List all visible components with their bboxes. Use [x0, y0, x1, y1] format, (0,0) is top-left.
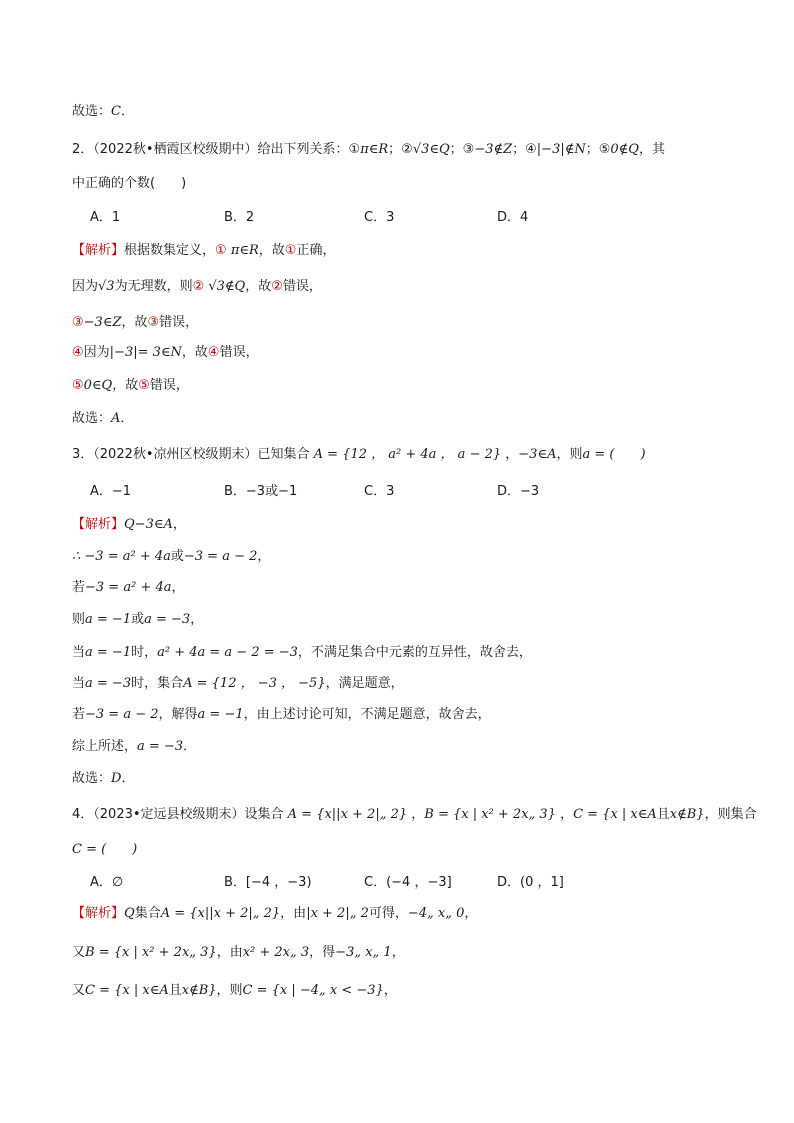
text-line-l8	[72, 343, 259, 363]
math-expression: A = {12 ， −3 ， −5}	[183, 676, 326, 691]
text-span: 故选：	[72, 104, 112, 119]
text-span: 又	[72, 945, 86, 960]
text-line-l10	[72, 409, 133, 429]
text-span: ，	[555, 807, 574, 822]
text-span: ，	[190, 612, 204, 627]
text-span: 故选：	[72, 771, 112, 786]
math-expression: −3 = a² + 4a	[85, 580, 172, 595]
highlight-text: 【解析】	[72, 243, 125, 258]
text-span: 3．（2022秋•凉州区校级期末）已知集合	[72, 447, 314, 462]
text-span: ．	[120, 411, 134, 426]
highlight-text: ③	[147, 315, 160, 330]
option-q3-a: A．−1	[90, 484, 132, 499]
math-expression: a² + 4a = a − 2 = −3	[157, 645, 298, 660]
math-expression: B = {x | x² + 2x„ 3}	[424, 807, 556, 822]
math-expression: π∈R	[360, 142, 389, 157]
option-q4-c: C．(−4 ，−3]	[364, 875, 452, 890]
text-span: ，故	[245, 279, 272, 294]
text-span: 且	[168, 983, 182, 998]
text-span: ，得	[309, 945, 336, 960]
math-expression: ∴ −3 = a² + 4a	[72, 549, 171, 564]
highlight-text: 【解析】	[72, 906, 125, 921]
text-span: ，则	[216, 983, 243, 998]
option-q4-a: A．∅	[90, 875, 124, 890]
math-expression: √3∈Q	[412, 142, 450, 157]
text-span: 因为	[83, 345, 110, 360]
math-expression: A = {x||x + 2|„ 2}	[287, 807, 408, 822]
math-expression: π∈R	[226, 243, 259, 258]
math-expression: C = {x | x∈A	[85, 983, 169, 998]
highlight-text: ②	[192, 279, 205, 294]
text-span: 正确，	[296, 243, 336, 258]
highlight-text: ③	[72, 315, 84, 330]
math-expression: B = {x | x² + 2x„ 3}	[85, 945, 217, 960]
highlight-text: ①	[215, 243, 227, 258]
highlight-text: ①	[284, 243, 297, 258]
highlight-text: 【解析】	[72, 517, 125, 532]
text-span: ；⑤	[585, 142, 611, 157]
math-expression: a = ( )	[582, 447, 646, 462]
text-line-l1	[72, 102, 134, 122]
text-line-l26	[72, 943, 405, 963]
math-expression: √3∉Q	[204, 279, 246, 294]
text-span: ，故	[181, 345, 208, 360]
math-expression: a = −3	[144, 612, 191, 627]
text-span: 错误，	[149, 378, 189, 393]
text-line-l9	[72, 376, 189, 396]
text-span: ．	[183, 739, 197, 754]
text-span: 2．（2022秋•栖霞区校级期中）给出下列关系：①	[72, 142, 361, 157]
text-span: ，由	[216, 945, 243, 960]
text-line-l15	[72, 578, 185, 598]
math-expression: C	[111, 104, 121, 119]
text-span: ，故	[112, 378, 139, 393]
text-span: ，故	[121, 315, 148, 330]
text-line-l19	[72, 705, 491, 725]
math-expression: Q	[124, 906, 135, 921]
math-expression: 0∉Q	[610, 142, 639, 157]
math-expression: A = {12 ， a² + 4a ， a − 2}	[313, 447, 502, 462]
text-span: ，	[501, 447, 519, 462]
math-expression: a = −1	[197, 707, 244, 722]
math-expression: −3∉Z	[474, 142, 513, 157]
text-span: 错误，	[282, 279, 322, 294]
text-span: 时，集合	[131, 676, 184, 691]
text-span: ，	[257, 549, 271, 564]
text-span: ，	[383, 983, 397, 998]
text-span: 当	[72, 676, 86, 691]
text-span: ，满足题意，	[325, 676, 404, 691]
text-span: 集合	[134, 906, 161, 921]
text-span: 综上所述，	[72, 739, 138, 754]
text-span: ．	[121, 771, 135, 786]
text-span: ，解得	[158, 707, 198, 722]
math-expression: |x + 2|„ 2	[306, 906, 369, 921]
math-expression: x∉B}	[669, 807, 705, 822]
math-expression: 0∈Q	[83, 378, 113, 393]
text-line-l17	[72, 643, 532, 663]
math-expression: A = {x||x + 2|„ 2}	[160, 906, 281, 921]
text-line-l18	[72, 674, 404, 694]
text-span: ，	[464, 906, 478, 921]
text-span: ；④	[512, 142, 537, 157]
text-span: ；③	[449, 142, 475, 157]
math-expression: x∉B}	[181, 983, 217, 998]
math-expression: C = ( )	[72, 842, 138, 857]
option-q4-b: B．[−4 ，−3)	[224, 875, 312, 890]
text-line-l21	[72, 769, 134, 789]
math-expression: C = {x | −4„ x < −3}	[242, 983, 384, 998]
math-expression: A	[111, 411, 121, 426]
text-line-l7	[72, 313, 198, 333]
text-line-l3	[72, 174, 186, 194]
text-span: 又	[72, 983, 86, 998]
option-q2-c: C．3	[364, 210, 395, 225]
math-expression: −3 = a − 2	[183, 549, 258, 564]
text-span: ．	[120, 104, 134, 119]
text-span: 时，	[131, 645, 158, 660]
option-q2-d: D．4	[497, 210, 529, 225]
text-line-l20	[72, 737, 196, 757]
option-q2-a: A．1	[90, 210, 121, 225]
highlight-text: ④	[72, 345, 84, 360]
highlight-text: ⑤	[138, 378, 150, 393]
text-span: ，由上述讨论可知，不满足题意，故舍去，	[243, 707, 491, 722]
text-span: 或	[131, 612, 145, 627]
text-span: 为无理数，则	[114, 279, 193, 294]
option-q2-b: B．2	[224, 210, 255, 225]
text-span: ，	[391, 945, 405, 960]
text-span: 当	[72, 645, 86, 660]
text-span: ，则	[556, 447, 583, 462]
text-line-l22	[72, 805, 757, 825]
text-span: ，其	[638, 142, 665, 157]
math-expression: |−3|∉N	[536, 142, 586, 157]
option-q3-d: D．−3	[497, 484, 540, 499]
math-expression: |−3|= 3∈N	[109, 345, 182, 360]
math-expression: a = −3	[137, 739, 184, 754]
math-expression: Q−3∈A	[124, 517, 173, 532]
option-q3-c: C．3	[364, 484, 395, 499]
text-line-l13	[72, 515, 186, 535]
text-span: 且	[656, 807, 670, 822]
text-line-l23	[72, 840, 137, 860]
text-span: ，则集合	[704, 807, 757, 822]
option-q4-d: D．(0 ，1]	[497, 875, 564, 890]
text-span: 若	[72, 707, 86, 722]
text-span: ，不满足集合中元素的互异性，故舍去，	[297, 645, 532, 660]
math-expression: D	[111, 771, 122, 786]
text-span: ，由	[280, 906, 307, 921]
text-span: ；②	[388, 142, 413, 157]
math-expression: −4„ x„ 0	[407, 906, 465, 921]
math-expression: a = −1	[85, 645, 132, 660]
text-line-l25	[72, 904, 477, 924]
text-span: ，	[172, 517, 186, 532]
text-line-l11	[72, 445, 646, 465]
math-expression: −3„ x„ 1	[335, 945, 392, 960]
math-expression: −3∈Z	[83, 315, 122, 330]
text-line-l27	[72, 981, 397, 1001]
text-span: 中正确的个数( )	[72, 176, 187, 191]
math-expression: x² + 2x„ 3	[242, 945, 310, 960]
math-expression: a = −1	[85, 612, 132, 627]
text-span: 或	[170, 549, 184, 564]
option-q3-b: B．−3或−1	[224, 484, 298, 499]
text-span: ，	[171, 580, 185, 595]
math-expression: −3 = a − 2	[85, 707, 159, 722]
text-line-l14	[72, 547, 270, 567]
text-span: 可得，	[368, 906, 408, 921]
text-span: 根据数集定义，	[124, 243, 216, 258]
text-span: ，故	[258, 243, 285, 258]
text-span: 若	[72, 580, 86, 595]
text-span: 因为	[72, 279, 99, 294]
text-span: 则	[72, 612, 86, 627]
text-line-l6	[72, 277, 322, 297]
highlight-text: ④	[207, 345, 220, 360]
math-expression: C = {x | x∈A	[573, 807, 657, 822]
text-span: ，	[407, 807, 425, 822]
text-line-l5	[72, 241, 335, 261]
math-expression: a = −3	[85, 676, 132, 691]
math-expression: −3∈A	[518, 447, 557, 462]
text-span: 故选：	[72, 411, 112, 426]
math-expression: √3	[98, 279, 115, 294]
highlight-text: ②	[271, 279, 283, 294]
text-line-l16	[72, 610, 203, 630]
text-span: 错误，	[219, 345, 259, 360]
text-span: 4．（2023•定远县校级期末）设集合	[72, 807, 288, 822]
text-line-l2	[72, 140, 665, 160]
highlight-text: ⑤	[72, 378, 84, 393]
text-span: 错误，	[159, 315, 199, 330]
